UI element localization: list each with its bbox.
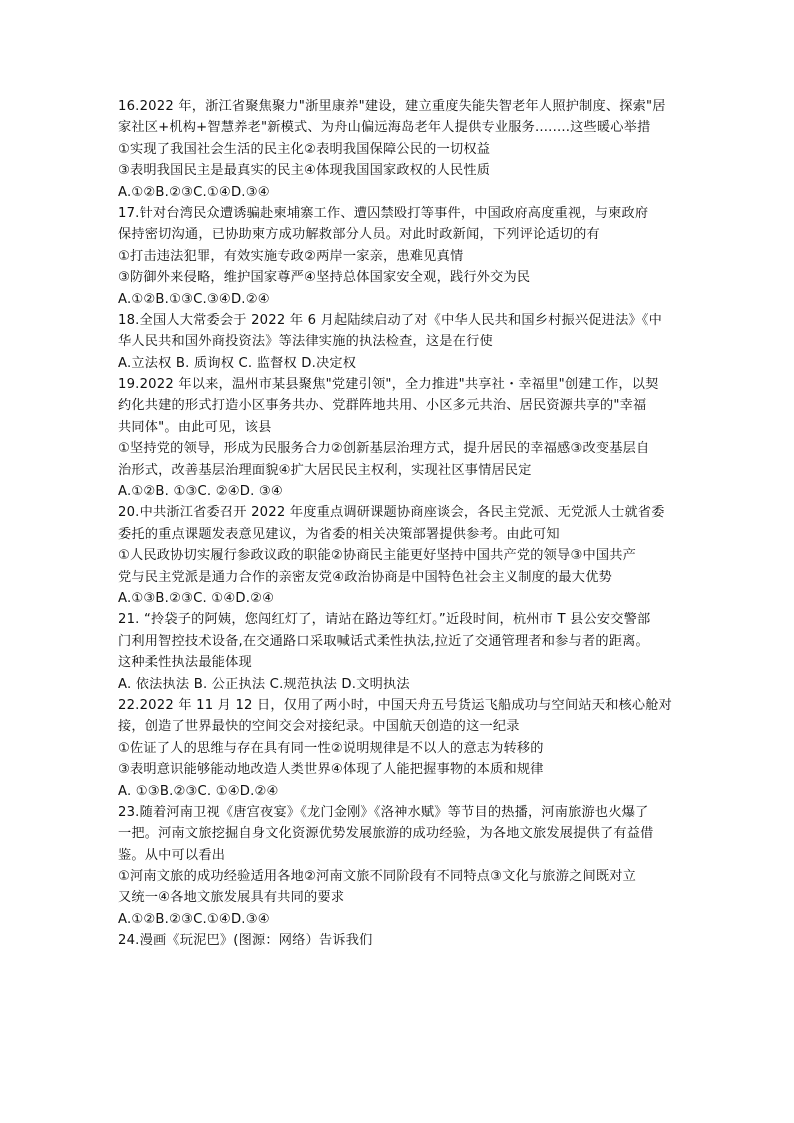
question-line: 委托的重点课题发表意见建议，为省委的相关决策部署提供参考。由此可知 (118, 526, 560, 542)
question-line: A. ①③B.②③C. ①④D.②④ (118, 783, 279, 799)
question-line: A.①②B. ①③C. ②④D. ③④ (118, 484, 283, 500)
question-line: 约化共建的形式打造小区事务共办、党群阵地共用、小区多元共治、居民资源共享的"幸福 (118, 398, 647, 414)
question-line: ③表明意识能够能动地改造人类世界④体现了人能把握事物的本质和规律 (118, 762, 544, 778)
question-line: 18.全国人大常委会于 2022 年 6 月起陆续启动了对《中华人民共和国乡村振兴促进法》《中 (118, 312, 663, 328)
question-line: A.立法权 B. 质询权 C. 监督权 D.决定权 (118, 355, 357, 371)
question-line: ①佐证了人的思维与存在具有同一性②说明规律是不以人的意志为转移的 (118, 740, 544, 756)
question-sheet (118, 96, 678, 952)
question-line: 19.2022 年以来，温州市某县聚焦"党建引领"，全力推进"共享社・幸福里"创建工作，以契 (118, 377, 659, 393)
question-line: 16.2022 年，浙江省聚焦聚力"浙里康养"建设，建立重度失能失智老年人照护制度、探索"居 (118, 99, 666, 114)
question-line: ③表明我国民主是最真实的民主④体现我国国家政权的人民性质 (118, 163, 491, 179)
question-line: 24.漫画《玩泥巴》(图源：网络）告诉我们 (118, 933, 373, 949)
question-line: 又统一④各地文旅发展具有共同的要求 (118, 890, 345, 906)
question-18 (118, 310, 678, 374)
question-22 (118, 695, 678, 802)
question-line: A.①②B.①③C.③④D.②④ (118, 291, 270, 307)
question-line: 党与民主党派是通力合作的亲密友党④政治协商是中国特色社会主义制度的最大优势 (118, 569, 612, 585)
question-line: ①实现了我国社会生活的民主化②表明我国保障公民的一切权益 (118, 141, 491, 157)
question-line: 鉴。从中可以看出 (118, 847, 226, 863)
question-line: 23.随着河南卫视《唐宫夜宴》《龙门金刚》《洛神水赋》等节目的热播，河南旅游也火爆了 (118, 804, 649, 820)
question-17 (118, 203, 678, 310)
question-20 (118, 502, 678, 609)
question-24 (118, 930, 678, 951)
question-line: 华人民共和国外商投资法》等法律实施的执法检查，这是在行使 (118, 334, 493, 350)
question-line: 这种柔性执法最能体现 (118, 655, 252, 671)
question-line: 22.2022 年 11 月 12 日，仅用了两小时，中国天舟五号货运飞船成功与空间站天和核心舱对 (118, 697, 673, 713)
question-line: 治形式，改善基层治理面貌④扩大居民民主权利，实现社区事情居民定 (118, 462, 532, 478)
question-21 (118, 609, 678, 695)
question-line: 21. “拎袋子的阿姨，您闯红灯了，请站在路边等红灯。”近段时间，杭州市 T 县公安交警部 (118, 612, 651, 628)
question-line: 共同体"。由此可见，该县 (118, 419, 272, 435)
question-line: A.①②B.②③C.①④D.③④ (118, 184, 270, 200)
question-line: 一把。河南文旅挖掘自身文化资源优势发展旅游的成功经验，为各地文旅发展提供了有益借 (118, 826, 654, 842)
question-line: A. 依法执法 B. 公正执法 C.规范执法 D.文明执法 (118, 676, 410, 692)
question-line: 家社区+机构+智慧养老"新模式、为舟山偏远海岛老年人提供专业服务........这些暖心举措 (118, 120, 651, 136)
question-19 (118, 374, 678, 502)
question-line: 20.中共浙江省委召开 2022 年度重点调研课题协商座谈会，各民主党派、无党派人士就省委 (118, 505, 665, 521)
question-16 (118, 96, 678, 203)
question-line: ①坚持党的领导，形成为民服务合力②创新基层治理方式，提升居民的幸福感③改变基层自 (118, 441, 650, 457)
question-23 (118, 802, 678, 930)
question-line: A.①②B.②③C.①④D.③④ (118, 911, 270, 927)
question-line: A.①③B.②③C. ①④D.②④ (118, 590, 275, 606)
question-line: ①河南文旅的成功经验适用各地②河南文旅不同阶段有不同特点③文化与旅游之间既对立 (118, 869, 637, 885)
question-line: 保持密切沟通，已协助柬方成功解救部分人员。对此时政新闻，下列评论适切的有 (118, 227, 600, 243)
question-line: 门利用智控技术设备,在交通路口采取喊话式柔性执法,拉近了交通管理者和参与者的距离。 (118, 633, 649, 649)
question-line: 接，创造了世界最快的空间交会对接纪录。中国航天创造的这一纪录 (118, 719, 520, 735)
question-line: ①打击违法犯罪，有效实施专政②两岸一家亲，患难见真情 (118, 248, 464, 264)
question-line: ①人民政协切实履行参政议政的职能②协商民主能更好坚持中国共产党的领导③中国共产 (118, 548, 637, 564)
question-line: ③防御外来侵略，维护国家尊严④坚持总体国家安全观，践行外交为民 (118, 270, 531, 286)
question-line: 17.针对台湾民众遭诱骗赴柬埔寨工作、遭囚禁殴打等事件，中国政府高度重视，与柬政府 (118, 205, 649, 221)
